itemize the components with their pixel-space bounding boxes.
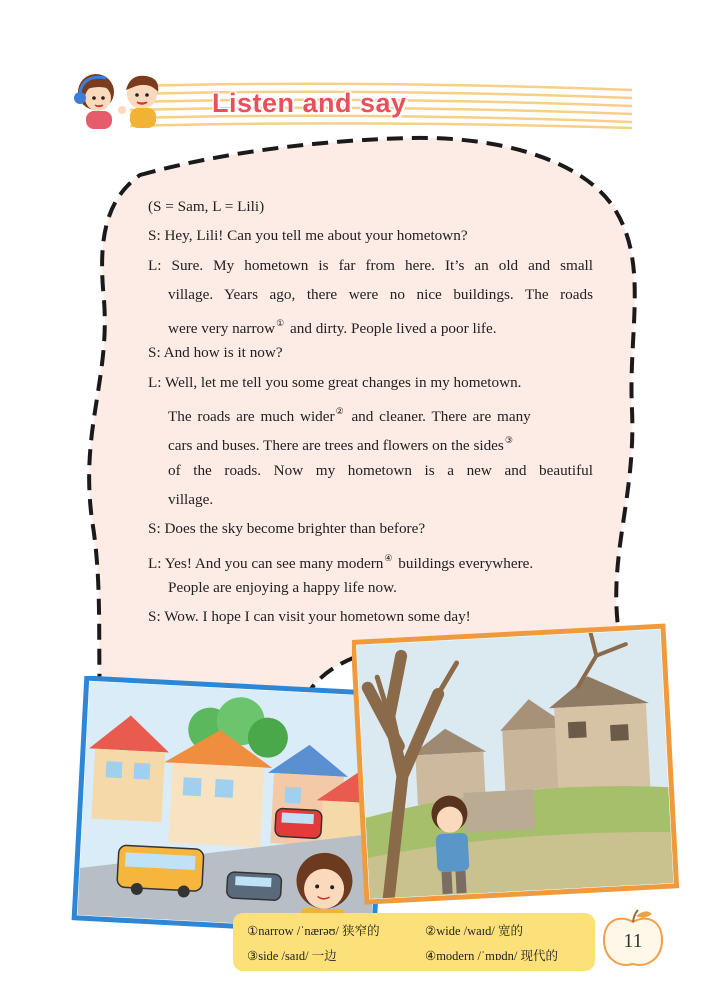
dialogue-line: S: Wow. I hope I can visit your hometown some day! — [148, 608, 471, 626]
dialogue-line: S: Hey, Lili! Can you tell me about your hometown? — [148, 227, 468, 245]
dialogue-line — [148, 309, 593, 338]
dialogue-line: L: Well, let me tell you some great changes in my hometown. — [148, 373, 522, 391]
dialogue-line — [148, 397, 593, 426]
dialogue-line: S: And how is it now? — [148, 344, 283, 362]
dialogue — [148, 192, 593, 631]
dialogue-line: L: Sure. My hometown is far from here. It’s an old and small — [148, 256, 593, 274]
dialogue-text: L: Yes! And you can see many modern — [148, 554, 384, 572]
footnote-marker: ① — [276, 318, 285, 329]
dialogue-line: village. — [168, 490, 214, 508]
page-number: 11 — [623, 929, 643, 952]
vocab-wide: ②wide /waɪd/ 宽的 — [425, 924, 523, 938]
dialogue-line — [148, 426, 593, 455]
footnote-marker: ④ — [384, 552, 393, 563]
dialogue-line: village. Years ago, there were no nice buildings. The roads — [168, 285, 593, 303]
dialogue-line — [148, 544, 593, 573]
vocab-modern: ④modern /ˈmɒdn/ 现代的 — [425, 949, 559, 963]
dialogue-line: People are enjoying a happy life now. — [168, 578, 397, 596]
dialogue-text: and cleaner. There are many — [345, 408, 531, 426]
dialogue-text: The roads are much wider — [168, 408, 335, 426]
dialogue-text: buildings everywhere. — [394, 554, 534, 572]
dialogue-text: cars and buses. There are trees and flowers on the sides — [168, 437, 504, 455]
vocabulary-box — [233, 913, 595, 971]
footnote-marker: ③ — [504, 435, 513, 446]
dialogue-text: were very narrow — [168, 320, 276, 338]
vocab-side: ③side /saɪd/ 一边 — [247, 949, 337, 963]
dialogue-line: of the roads. Now my hometown is a new and beautiful — [168, 461, 593, 479]
illustration-old-village — [352, 620, 682, 910]
cast-note: (S = Sam, L = Lili) — [148, 198, 265, 215]
footnote-marker: ② — [335, 406, 344, 417]
dialogue-text: and dirty. People lived a poor life. — [286, 320, 497, 338]
page-title: Listen and say — [212, 88, 407, 118]
vocab-narrow: ①narrow /ˈnærəʊ/ 狭窄的 — [247, 924, 380, 938]
dialogue-line: S: Does the sky become brighter than before? — [148, 520, 426, 538]
